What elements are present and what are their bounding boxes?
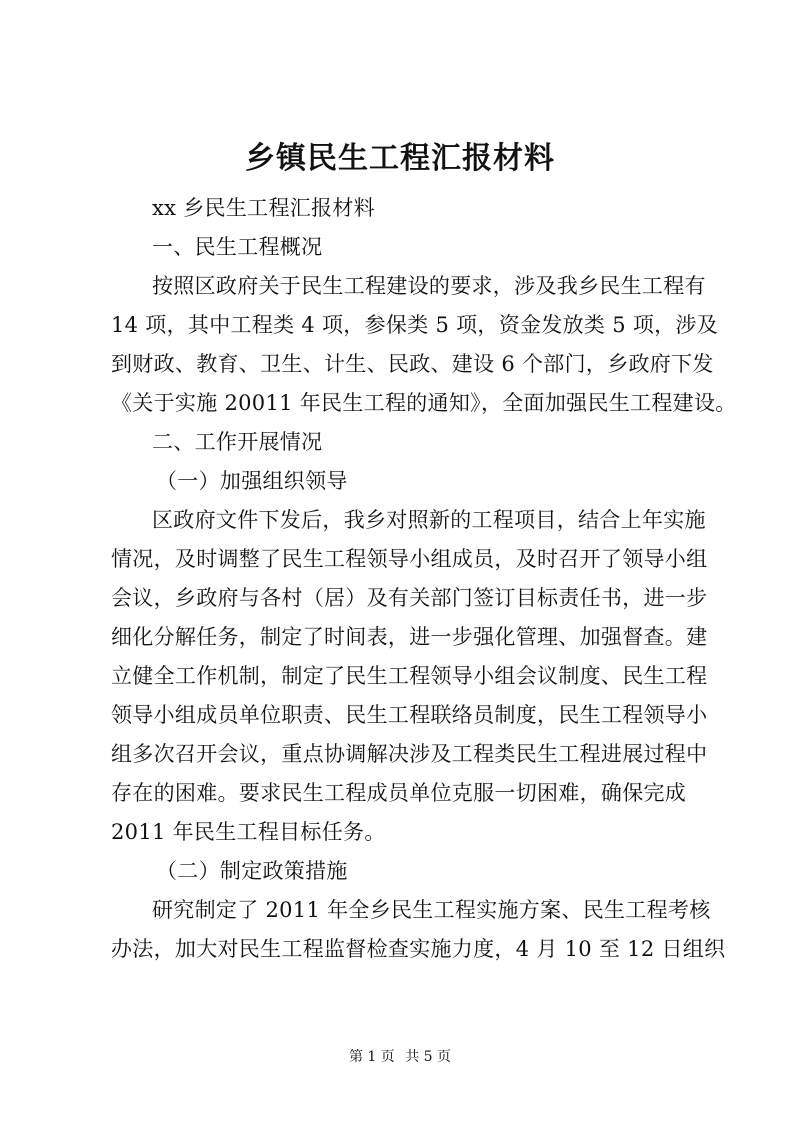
document-body: [111, 189, 737, 969]
paragraph-line: 组多次召开会议，重点协调解决涉及工程类民生工程进展过程中: [111, 742, 708, 766]
paragraph-line: 情况，及时调整了民生工程领导小组成员，及时召开了领导小组: [111, 547, 708, 571]
subsection-heading: （一）加强组织领导: [156, 469, 348, 493]
paragraph-line: 存在的困难。要求民生工程成员单位克服一切困难，确保完成: [111, 781, 687, 805]
paragraph-line: 研究制定了 2011 年全乡民生工程实施方案、民生工程考核: [152, 898, 711, 922]
subsection-heading: （二）制定政策措施: [156, 859, 348, 883]
paragraph-line: 立健全工作机制，制定了民生工程领导小组会议制度、民生工程: [111, 664, 708, 688]
document-title: 乡镇民生工程汇报材料: [245, 141, 555, 176]
page-number: 第 1 页: [348, 1049, 395, 1065]
section-heading: 二、工作开展情况: [152, 430, 323, 454]
document-subtitle: xx 乡民生工程汇报材料: [152, 196, 375, 220]
paragraph-line: 会议，乡政府与各村（居）及有关部门签订目标责任书，进一步: [111, 586, 708, 610]
paragraph-line: 到财政、教育、卫生、计生、民政、建设 6 个部门，乡政府下发: [111, 352, 714, 376]
page-total: 共 5 页: [405, 1049, 452, 1065]
paragraph-line: 按照区政府关于民生工程建设的要求，涉及我乡民生工程有: [152, 274, 706, 298]
paragraph-line: 2011 年民生工程目标任务。: [111, 820, 386, 844]
paragraph-line: 办法，加大对民生工程监督检查实施力度，4 月 10 至 12 日组织: [111, 937, 726, 961]
paragraph-line: 细化分解任务，制定了时间表，进一步强化管理、加强督查。建: [111, 625, 708, 649]
page-footer: [0, 1047, 800, 1067]
paragraph-line: 《关于实施 20011 年民生工程的通知》，全面加强民生工程建设。: [111, 391, 737, 415]
paragraph-line: 领导小组成员单位职责、民生工程联络员制度，民生工程领导小: [111, 703, 708, 727]
paragraph-line: 14 项，其中工程类 4 项，参保类 5 项，资金发放类 5 项，涉及: [111, 313, 719, 337]
paragraph-line: 区政府文件下发后，我乡对照新的工程项目，结合上年实施: [152, 508, 706, 532]
section-heading: 一、民生工程概况: [152, 235, 323, 259]
